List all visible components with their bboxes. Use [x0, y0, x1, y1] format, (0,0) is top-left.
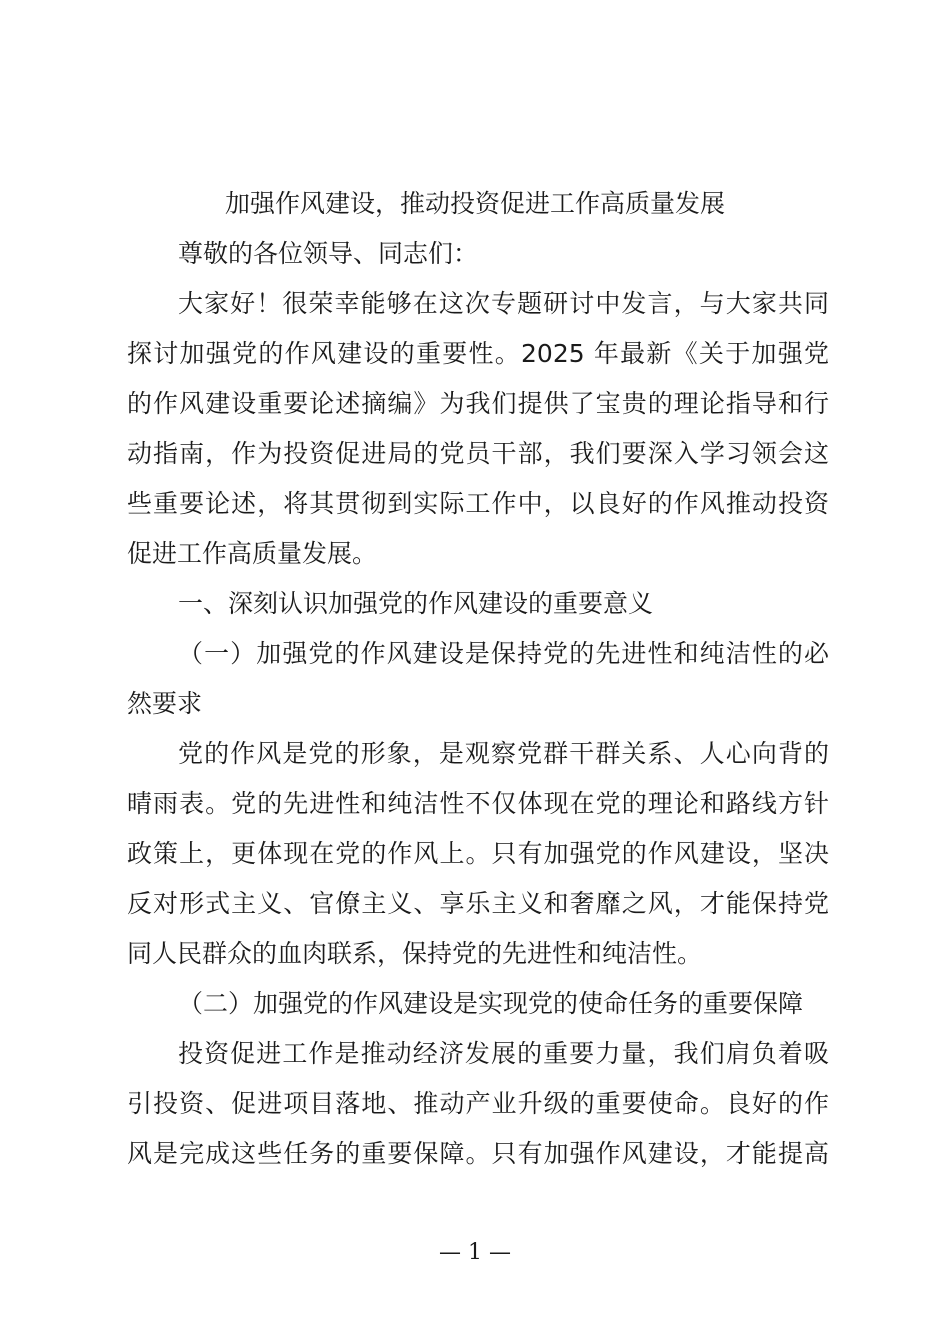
paragraph-text: 探讨加强党的作风建设的重要性。2025 年最新《关于加强党 — [127, 339, 829, 368]
paragraph-text: 些重要论述，将其贯彻到实际工作中，以良好的作风推动投资 — [127, 489, 829, 518]
section-heading — [0, 584, 950, 624]
paragraph-text: 动指南，作为投资促进局的党员干部，我们要深入学习领会这 — [127, 439, 829, 468]
paragraph-text: 政策上，更体现在党的作风上。只有加强党的作风建设，坚决 — [127, 839, 829, 868]
heading-text: 一、深刻认识加强党的作风建设的重要意义 — [178, 589, 654, 618]
paragraph-text: 投资促进工作是推动经济发展的重要力量，我们肩负着吸 — [178, 1039, 829, 1068]
page-number: — 1 — — [439, 1240, 511, 1265]
paragraph-line — [0, 434, 950, 474]
paragraph-line — [0, 934, 950, 974]
title-text: 加强作风建设，推动投资促进工作高质量发展 — [225, 189, 726, 218]
paragraph-line — [0, 734, 950, 774]
paragraph-line — [0, 334, 950, 374]
paragraph-line — [0, 534, 950, 574]
paragraph-text: 大家好！很荣幸能够在这次专题研讨中发言，与大家共同 — [178, 289, 829, 318]
subsection-heading — [0, 684, 950, 724]
paragraph-text: 同人民群众的血肉联系，保持党的先进性和纯洁性。 — [127, 939, 703, 968]
paragraph-text: 风是完成这些任务的重要保障。只有加强作风建设，才能提高 — [127, 1139, 829, 1168]
salutation-text: 尊敬的各位领导、同志们： — [178, 239, 479, 268]
paragraph-text: 的作风建设重要论述摘编》为我们提供了宝贵的理论指导和行 — [127, 389, 829, 418]
paragraph-text: 促进工作高质量发展。 — [127, 539, 378, 568]
paragraph-text: 晴雨表。党的先进性和纯洁性不仅体现在党的理论和路线方针 — [127, 789, 829, 818]
paragraph-line — [0, 384, 950, 424]
paragraph-line — [0, 784, 950, 824]
paragraph-text: 引投资、促进项目落地、推动产业升级的重要使命。良好的作 — [127, 1089, 829, 1118]
paragraph-line — [0, 1084, 950, 1124]
paragraph-text: 反对形式主义、官僚主义、享乐主义和奢靡之风，才能保持党 — [127, 889, 829, 918]
document-title — [0, 184, 950, 224]
paragraph-text: 党的作风是党的形象，是观察党群干群关系、人心向背的 — [178, 739, 829, 768]
subsection-heading — [0, 984, 950, 1024]
heading-text: （二）加强党的作风建设是实现党的使命任务的重要保障 — [178, 989, 804, 1018]
paragraph-line — [0, 834, 950, 874]
salutation — [0, 234, 950, 274]
paragraph-line — [0, 1134, 950, 1174]
paragraph-line — [0, 484, 950, 524]
paragraph-line — [0, 284, 950, 324]
heading-text: 然要求 — [127, 689, 203, 718]
paragraph-line — [0, 1034, 950, 1074]
paragraph-line — [0, 884, 950, 924]
subsection-heading — [0, 634, 950, 674]
heading-text: （一）加强党的作风建设是保持党的先进性和纯洁性的必 — [178, 639, 829, 668]
